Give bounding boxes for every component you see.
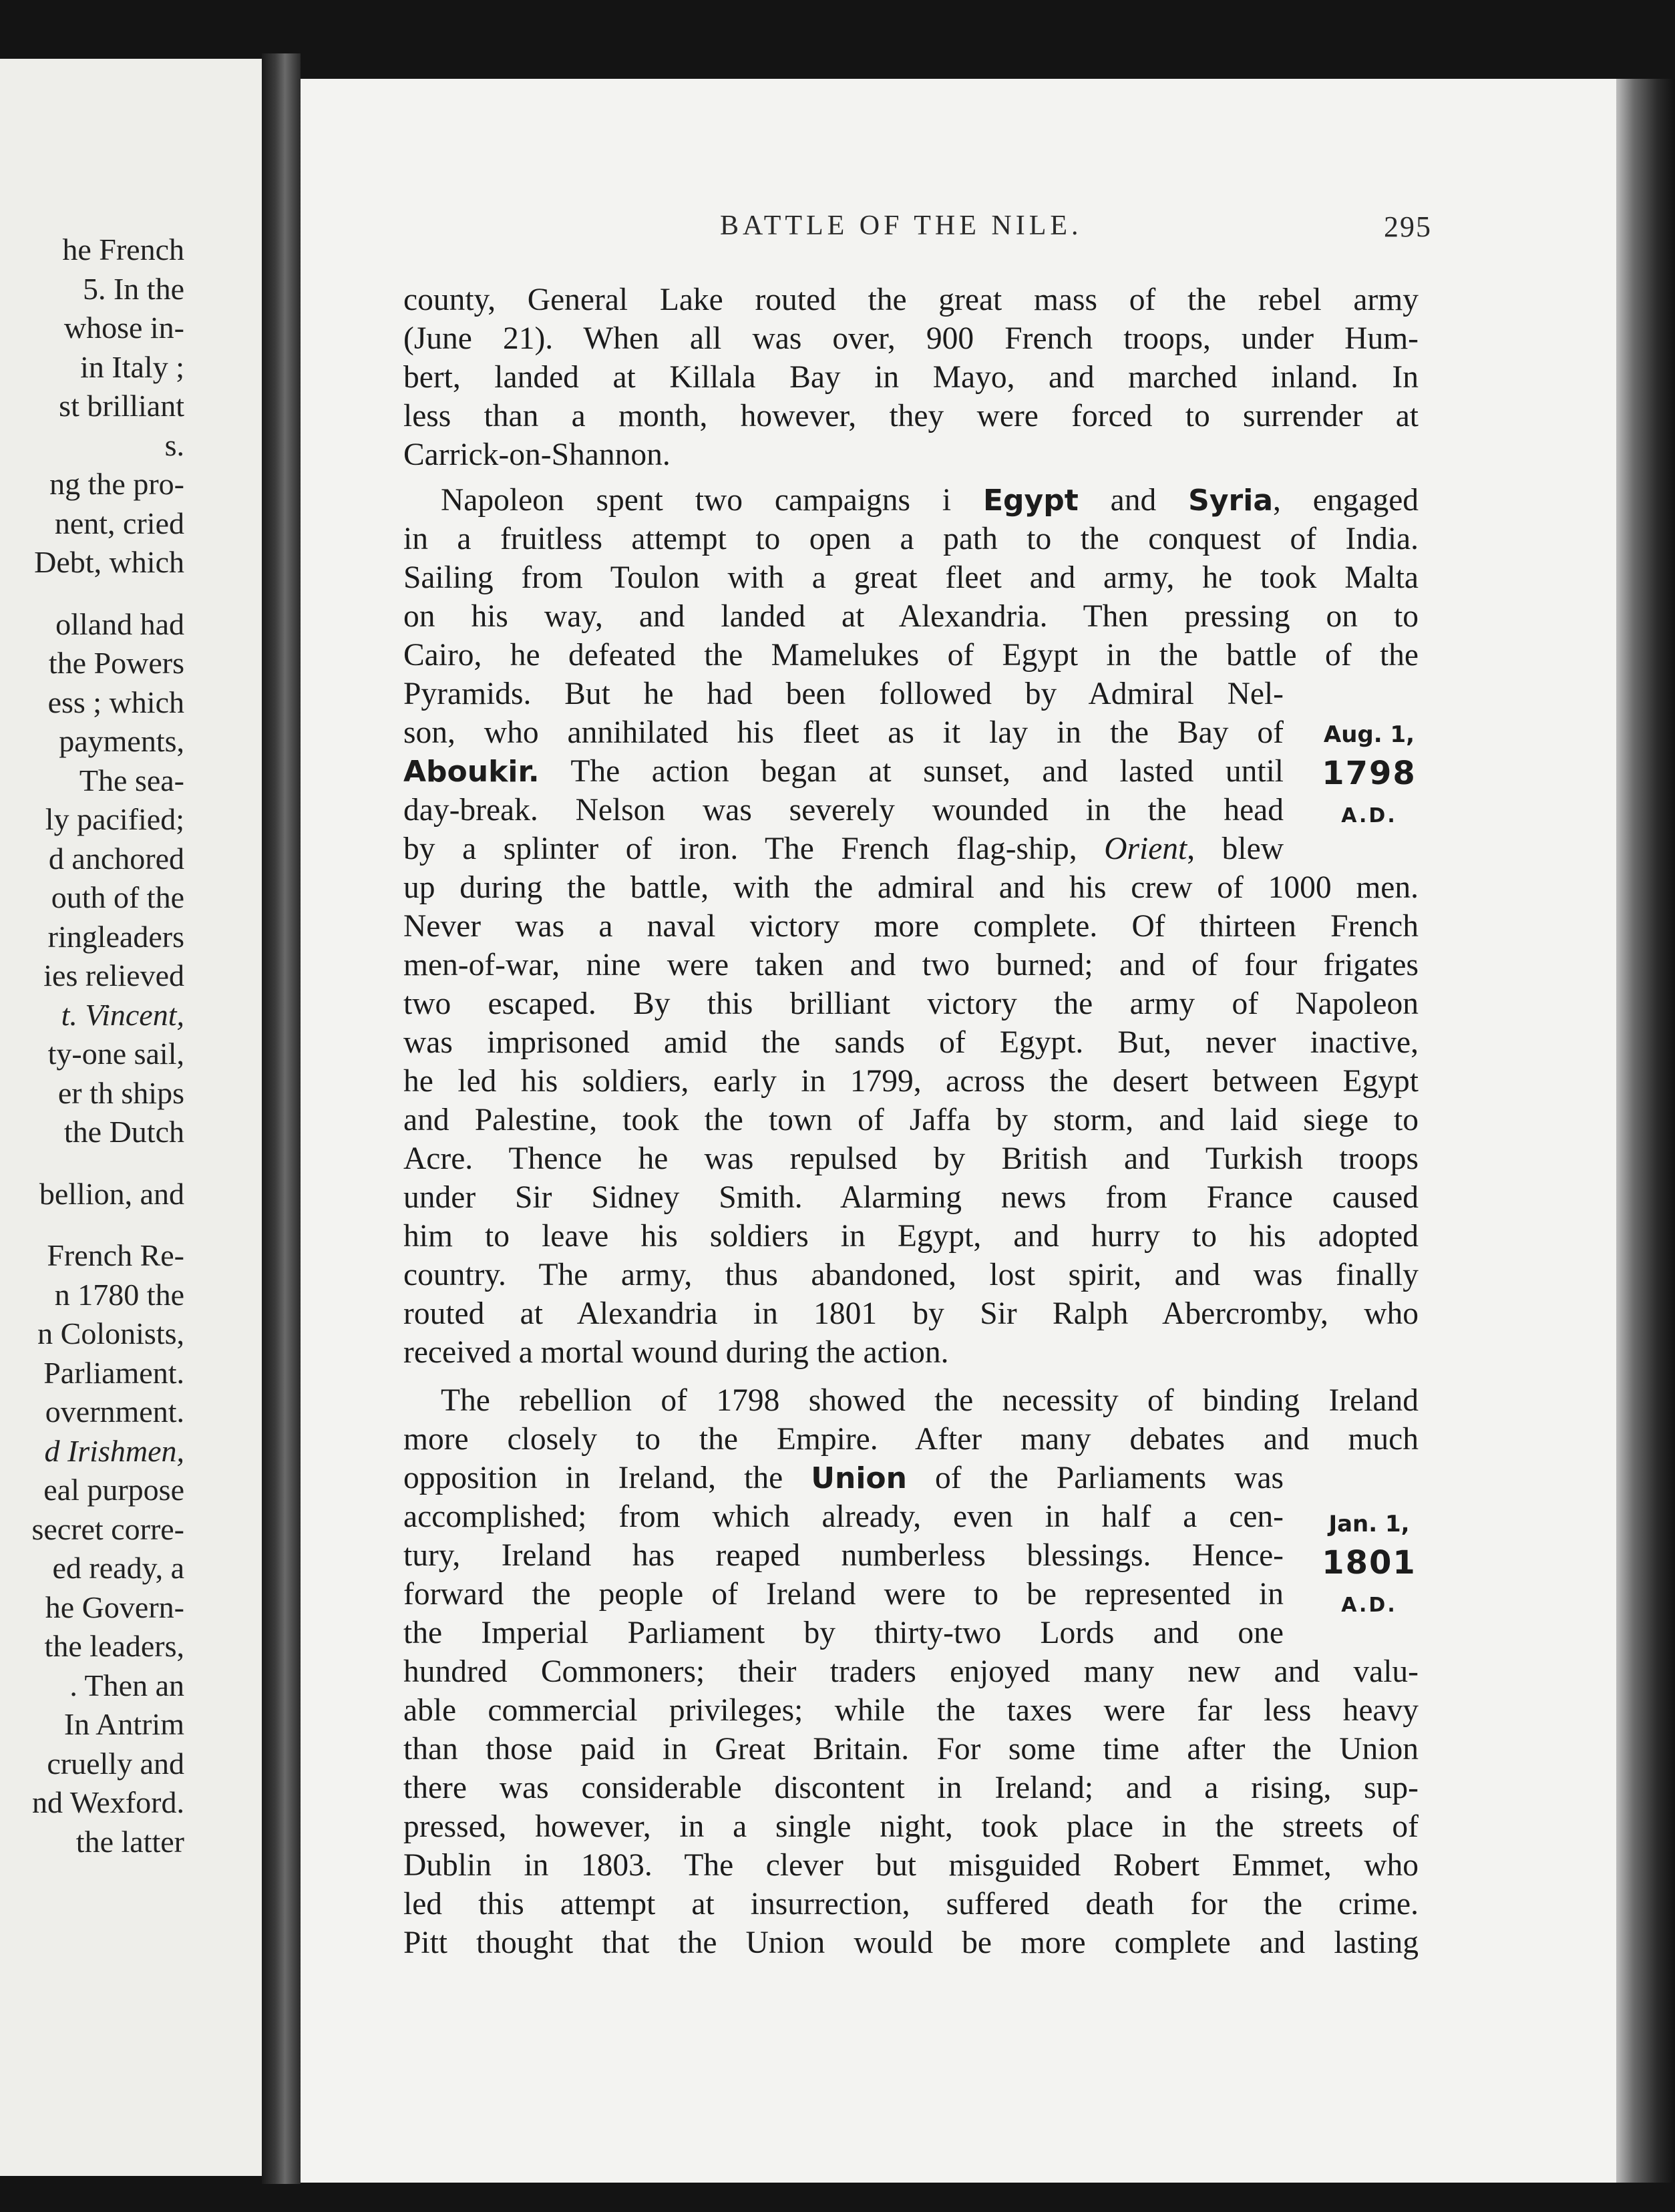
margin-year: 1801 bbox=[1322, 1544, 1417, 1582]
body-line: he led his soldiers, early in 1799, across the desert between Egypt bbox=[403, 1064, 1419, 1099]
left-page-line: bellion, and bbox=[39, 1176, 184, 1211]
bold-term-egypt: Egypt bbox=[983, 484, 1079, 518]
left-page-line: t. Vincent, bbox=[61, 997, 184, 1032]
body-line: less than a month, however, they were forced to surrender at bbox=[403, 399, 1419, 433]
left-page-line: cruelly and bbox=[47, 1746, 184, 1781]
body-line bbox=[403, 1459, 1284, 1498]
body-line: in a fruitless attempt to open a path to the conquest of India. bbox=[403, 522, 1419, 556]
body-line: bert, landed at Killala Bay in Mayo, and marched inland. In bbox=[403, 360, 1419, 395]
left-page-line: n 1780 the bbox=[54, 1277, 184, 1312]
margin-era: A.D. bbox=[1341, 804, 1397, 827]
body-line: Sailing from Toulon with a great fleet and army, he took Malta bbox=[403, 560, 1419, 595]
left-page-line: in Italy ; bbox=[80, 349, 184, 384]
left-page-line: In Antrim bbox=[63, 1707, 184, 1741]
left-page-line: he French bbox=[62, 232, 184, 266]
body-line: county, General Lake routed the great mass of the rebel army bbox=[403, 283, 1419, 317]
body-line: tury, Ireland has reaped numberless blessings. Hence- bbox=[403, 1538, 1284, 1573]
page-number: 295 bbox=[1384, 210, 1432, 243]
body-line: Cairo, he defeated the Mamelukes of Egypt in the battle of the bbox=[403, 638, 1419, 673]
body-line: under Sir Sidney Smith. Alarming news from France caused bbox=[403, 1180, 1419, 1215]
body-line: (June 21). When all was over, 900 French troops, under Hum- bbox=[403, 321, 1419, 356]
bold-term-union: Union bbox=[811, 1461, 907, 1495]
left-page-line: nd Wexford. bbox=[32, 1785, 184, 1819]
left-page-line: Parliament. bbox=[43, 1355, 184, 1390]
left-page-line: ly pacified; bbox=[45, 802, 184, 836]
body-line: Acre. Thence he was repulsed by British and Turkish troops bbox=[403, 1141, 1419, 1176]
body-line bbox=[403, 481, 1419, 520]
left-page-line: ng the pro- bbox=[49, 467, 184, 501]
text-run: , blew bbox=[1187, 832, 1284, 866]
left-page-line: er th ships bbox=[57, 1075, 184, 1110]
text-run: opposition in Ireland, the bbox=[403, 1461, 783, 1495]
left-page-line: . Then an bbox=[69, 1668, 184, 1702]
left-page-line: secret corre- bbox=[31, 1511, 184, 1546]
page-edge-shadow bbox=[1616, 79, 1675, 2183]
left-page-line: the Powers bbox=[48, 646, 184, 680]
body-line: men-of-war, nine were taken and two burned; and of four frigates bbox=[403, 948, 1419, 982]
body-line: the Imperial Parliament by thirty-two Lords and one bbox=[403, 1616, 1284, 1650]
left-page-line: whose in- bbox=[63, 311, 184, 345]
body-line bbox=[403, 752, 1284, 791]
left-page-line: ed ready, a bbox=[52, 1551, 184, 1585]
body-line: Carrick-on-Shannon. bbox=[403, 437, 671, 472]
margin-date: Jan. 1, bbox=[1328, 1511, 1410, 1537]
body-line: led this attempt at insurrection, suffered death for the crime. bbox=[403, 1887, 1419, 1921]
left-page-line: nent, cried bbox=[54, 506, 184, 540]
body-line: The rebellion of 1798 showed the necessity of binding Ireland bbox=[441, 1383, 1419, 1418]
body-line: forward the people of Ireland were to be represented in bbox=[403, 1577, 1284, 1612]
left-page-line: outh of the bbox=[51, 880, 184, 914]
body-line: country. The army, thus abandoned, lost spirit, and was finally bbox=[403, 1258, 1419, 1292]
body-line: was imprisoned amid the sands of Egypt. But, never inactive, bbox=[403, 1025, 1419, 1060]
text-run: , engaged bbox=[1273, 483, 1419, 518]
text-run: by a splinter of iron. The French flag-ship, bbox=[403, 832, 1077, 866]
bold-term-syria: Syria bbox=[1188, 484, 1274, 518]
left-page-line: the leaders, bbox=[44, 1629, 184, 1663]
text-run: The action began at sunset, and lasted until bbox=[570, 754, 1284, 789]
body-line: Pitt thought that the Union would be more complete and lasting bbox=[403, 1925, 1419, 1960]
body-line: than those paid in Great Britain. For some time after the Union bbox=[403, 1732, 1419, 1767]
body-line: able commercial privileges; while the taxes were far less heavy bbox=[403, 1693, 1419, 1728]
body-line: routed at Alexandria in 1801 by Sir Ralph Abercromby, who bbox=[403, 1296, 1419, 1331]
body-line: hundred Commoners; their traders enjoyed many new and valu- bbox=[403, 1654, 1419, 1689]
text-run: of the Parliaments was bbox=[935, 1461, 1284, 1495]
book-gutter bbox=[262, 53, 301, 2184]
body-line: there was considerable discontent in Ireland; and a rising, sup- bbox=[403, 1771, 1419, 1805]
left-page-line: French Re- bbox=[47, 1238, 184, 1272]
left-page-fragment bbox=[0, 59, 262, 2176]
body-line: Dublin in 1803. The clever but misguided Robert Emmet, who bbox=[403, 1848, 1419, 1883]
left-page-line: eal purpose bbox=[43, 1473, 184, 1507]
left-page-line: s. bbox=[164, 427, 184, 462]
margin-date: Aug. 1, bbox=[1323, 721, 1415, 748]
left-page-line: ess ; which bbox=[47, 685, 184, 719]
text-run: and bbox=[1110, 483, 1157, 518]
bold-term-aboukir: Aboukir. bbox=[403, 755, 540, 789]
left-page-line: The sea- bbox=[79, 763, 184, 797]
body-line: him to leave his soldiers in Egypt, and hurry to his adopted bbox=[403, 1219, 1419, 1254]
margin-era: A.D. bbox=[1341, 1594, 1397, 1617]
body-line: Never was a naval victory more complete. Of thirteen French bbox=[403, 909, 1419, 944]
body-line: up during the battle, with the admiral and his crew of 1000 men. bbox=[403, 870, 1419, 905]
left-page-line: the Dutch bbox=[63, 1115, 184, 1149]
left-page-line: ringleaders bbox=[47, 919, 184, 954]
body-line: and Palestine, took the town of Jaffa by storm, and laid siege to bbox=[403, 1103, 1419, 1137]
left-page-line: payments, bbox=[59, 724, 184, 758]
left-page-line: the latter bbox=[75, 1824, 184, 1859]
body-line: day-break. Nelson was severely wounded in the head bbox=[403, 793, 1284, 827]
left-page-line: n Colonists, bbox=[37, 1316, 184, 1350]
body-line: on his way, and landed at Alexandria. Then pressing on to bbox=[403, 599, 1419, 634]
body-line: pressed, however, in a single night, took place in the streets of bbox=[403, 1809, 1419, 1844]
left-page-line: ty-one sail, bbox=[47, 1037, 184, 1071]
running-title: BATTLE OF THE NILE. bbox=[720, 210, 1083, 241]
text-run: Napoleon spent two campaigns i bbox=[441, 483, 952, 518]
ship-name-orient: Orient bbox=[1104, 832, 1187, 866]
body-line: accomplished; from which already, even in half a cen- bbox=[403, 1499, 1284, 1534]
left-page-line: 5. In the bbox=[82, 271, 184, 306]
body-line: Pyramids. But he had been followed by Admiral Nel- bbox=[403, 677, 1284, 711]
body-line: more closely to the Empire. After many debates and much bbox=[403, 1422, 1419, 1457]
body-line: received a mortal wound during the action. bbox=[403, 1335, 949, 1370]
left-page-line: ies relieved bbox=[43, 958, 184, 992]
margin-year: 1798 bbox=[1322, 755, 1417, 792]
body-line: two escaped. By this brilliant victory the army of Napoleon bbox=[403, 986, 1419, 1021]
left-page-line: d anchored bbox=[48, 841, 184, 876]
body-line: son, who annihilated his fleet as it lay in the Bay of bbox=[403, 715, 1284, 750]
left-page-line: olland had bbox=[55, 606, 184, 641]
left-page-line: st brilliant bbox=[59, 389, 184, 423]
left-page-line: Debt, which bbox=[34, 545, 184, 579]
left-page-line: he Govern- bbox=[45, 1590, 184, 1624]
body-line bbox=[403, 830, 1284, 868]
left-page-line: overnment. bbox=[45, 1395, 184, 1429]
left-page-line: d Irishmen, bbox=[44, 1433, 184, 1468]
